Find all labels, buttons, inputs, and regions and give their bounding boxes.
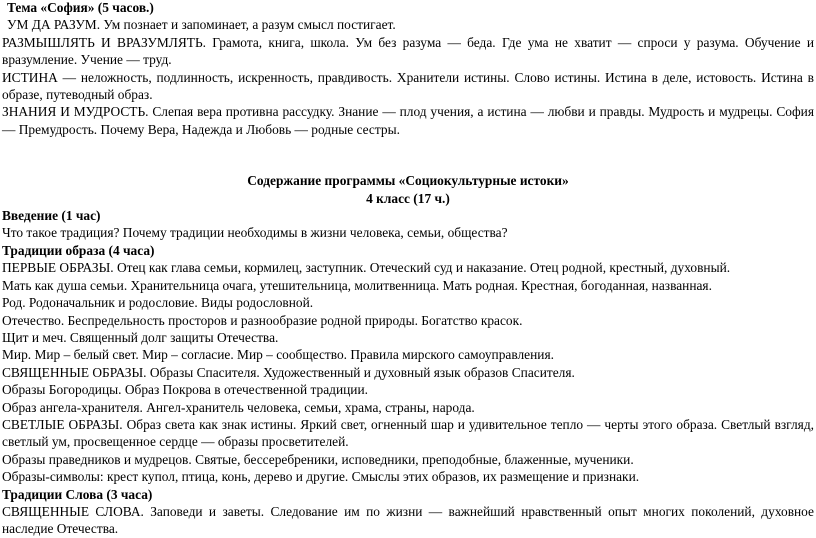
content-line: СВЕТЛЫЕ ОБРАЗЫ. Образ света как знак истины. Яркий свет, огненный шар и удивительное тепло — черты этого образа. Светлый взгляд, светлый ум, просвещенное сердце — образы просветителей.: [2, 416, 814, 450]
content-line: Образ ангела-хранителя. Ангел-хранитель человека, семьи, храма, страны, народа.: [2, 399, 475, 415]
content-line: Мир. Мир – белый свет. Мир – согласие. Мир – сообщество. Правила мирского самоуправления.: [2, 347, 554, 363]
content-line: Род. Родоначальник и родословие. Виды родословной.: [2, 295, 314, 311]
document-page: [2, 0, 814, 538]
spacer: [2, 138, 814, 172]
topic-subtitle: УМ ДА РАЗУМ. Ум познает и запоминает, а разум смысл постигает.: [7, 17, 396, 33]
content-line: Образы Богородицы. Образ Покрова в отечественной традиции.: [2, 382, 368, 398]
content-line: Образы-символы: крест купол, птица, конь, дерево и другие. Смыслы этих образов, их размещение и признаки.: [2, 469, 640, 485]
topic-paragraph: РАЗМЫШЛЯТЬ И ВРАЗУМЛЯТЬ. Грамота, книга, школа. Ум без разума — беда. Где ума не хватит — спроси у разума. Обучение и вразумление. Учение — труд.: [2, 34, 814, 68]
content-line: Мать как душа семьи. Хранительница очага, утешительница, молитвенница. Мать родная. Крестная, богоданная, названная.: [2, 277, 712, 293]
topic-paragraph: ИСТИНА — неложность, подлинность, искренность, правдивость. Хранители истины. Слово истины. Истина в деле, истовость. Истина в образе, путеводный образ.: [2, 69, 814, 103]
program-heading: Содержание программы «Социокультурные истоки»: [247, 173, 569, 189]
content-line: СВЯЩЕННЫЕ СЛОВА. Заповеди и заветы. Следование им по жизни — важнейший нравственный опыт многих поколений, духовное наследие Отечества.: [2, 503, 814, 537]
section-title-traditions-image: Традиции образа (4 часа): [2, 242, 155, 258]
content-line: СВЯЩЕННЫЕ ОБРАЗЫ. Образы Спасителя. Художественный и духовный язык образов Спасителя.: [2, 364, 575, 380]
intro-text: Что такое традиция? Почему традиции необходимы в жизни человека, семьи, общества?: [2, 225, 508, 241]
topic-paragraph: ЗНАНИЯ И МУДРОСТЬ. Слепая вера противна рассудку. Знание — плод учения, а истина — любви и правды. Мудрость и мудрецы. София — Премудрость. Почему Вера, Надежда и Любовь — родные сестры.: [2, 104, 814, 137]
content-line: Отечество. Беспредельность просторов и разнообразие родной природы. Богатство красок.: [2, 312, 523, 328]
content-line: ПЕРВЫЕ ОБРАЗЫ. Отец как глава семьи, кормилец, заступник. Отеческий суд и наказание. Отец родной, крестный, духовный.: [2, 260, 731, 276]
section-title-intro: Введение (1 час): [2, 208, 101, 224]
program-grade: 4 класс (17 ч.): [366, 190, 450, 206]
content-line: Образы праведников и мудрецов. Святые, бессеребреники, исповедники, преподобные, блаженные, мученики.: [2, 451, 634, 467]
topic-title: Тема «София» (5 часов.): [7, 0, 154, 15]
content-line: Щит и меч. Священный долг защиты Отечества.: [2, 329, 279, 345]
section-title-traditions-word: Традиции Слова (3 часа): [2, 486, 153, 502]
